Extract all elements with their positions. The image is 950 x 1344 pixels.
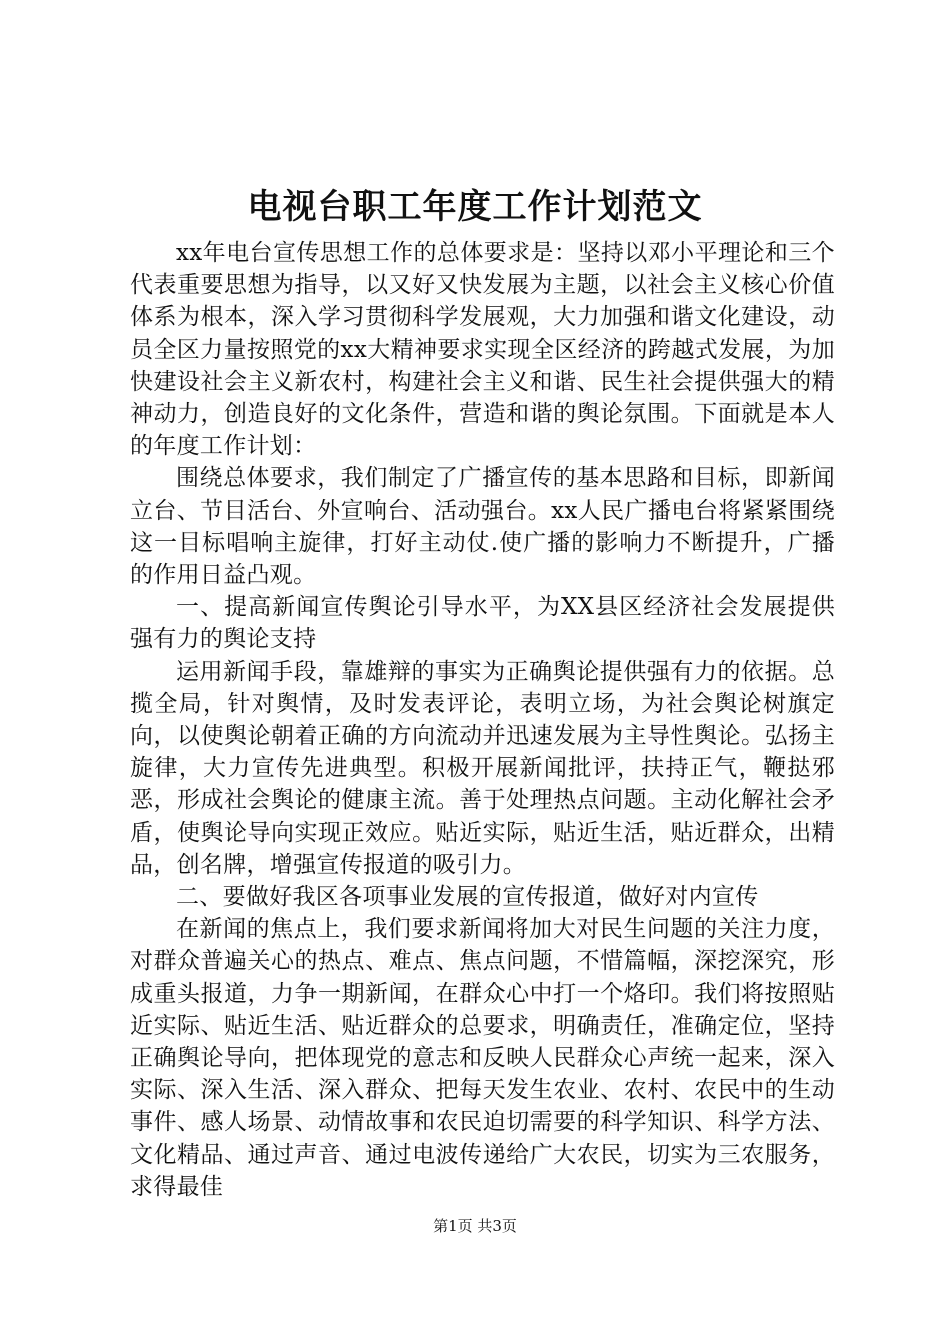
- page-footer: 第1页 共3页: [433, 1217, 517, 1235]
- paragraph-goals: 围绕总体要求，我们制定了广播宣传的基本思路和目标，即新闻立台、节目活台、外宣响台、活动强台。xx人民广播电台将紧紧围绕这一目标唱响主旋律，打好主动仗.使广播的影响力不断提升，广播的作用日益凸观。: [130, 465, 835, 589]
- paragraph-section-2: 在新闻的焦点上，我们要求新闻将加大对民生问题的关注力度，对群众普遍关心的热点、难点、焦点问题，不惜篇幅，深挖深究，形成重头报道，力争一期新闻，在群众心中打一个烙印。我们将按照贴近实际、贴近生活、贴近群众的总要求，明确责任，准确定位，坚持正确舆论导向，把体现党的意志和反映人民群众心声统一起来，深入实际、深入生活、深入群众、把每天发生农业、农村、农民中的生动事件、感人场景、动情故事和农民迫切需要的科学知识、科学方法、文化精品、通过声音、通过电波传递给广大农民，切实为三农服务，求得最佳: [130, 916, 835, 1200]
- document-title: 电视台职工年度工作计划范文: [247, 187, 703, 227]
- section-heading-2: 二、要做好我区各项事业发展的宣传报道，做好对内宣传: [176, 884, 759, 911]
- paragraph-section-1: 运用新闻手段，靠雄辩的事实为正确舆论提供强有力的依据。总揽全局，针对舆情，及时发表评论，表明立场，为社会舆论树旗定向，以使舆论朝着正确的方向流动并迅速发展为主导性舆论。弘扬主旋律，大力宣传先进典型。积极开展新闻批评，扶持正气，鞭挞邪恶，形成社会舆论的健康主流。善于处理热点问题。主动化解社会矛盾，使舆论导向实现正效应。贴近实际，贴近生活，贴近群众，出精品，创名牌，增强宣传报道的吸引力。: [130, 658, 835, 878]
- document-body: [130, 237, 835, 1203]
- section-heading-1: 一、提高新闻宣传舆论引导水平，为XX县区经济社会发展提供强有力的舆论支持: [130, 594, 835, 653]
- paragraph-intro: xx年电台宣传思想工作的总体要求是：坚持以邓小平理论和三个代表重要思想为指导，以又好又快发展为主题，以社会主义核心价值体系为根本，深入学习贯彻科学发展观，大力加强和谐文化建设，动员全区力量按照党的xx大精神要求实现全区经济的跨越式发展，为加快建设社会主义新农村，构建社会主义和谐、民生社会提供强大的精神动力，创造良好的文化条件，营造和谐的舆论氛围。下面就是本人的年度工作计划：: [130, 240, 835, 460]
